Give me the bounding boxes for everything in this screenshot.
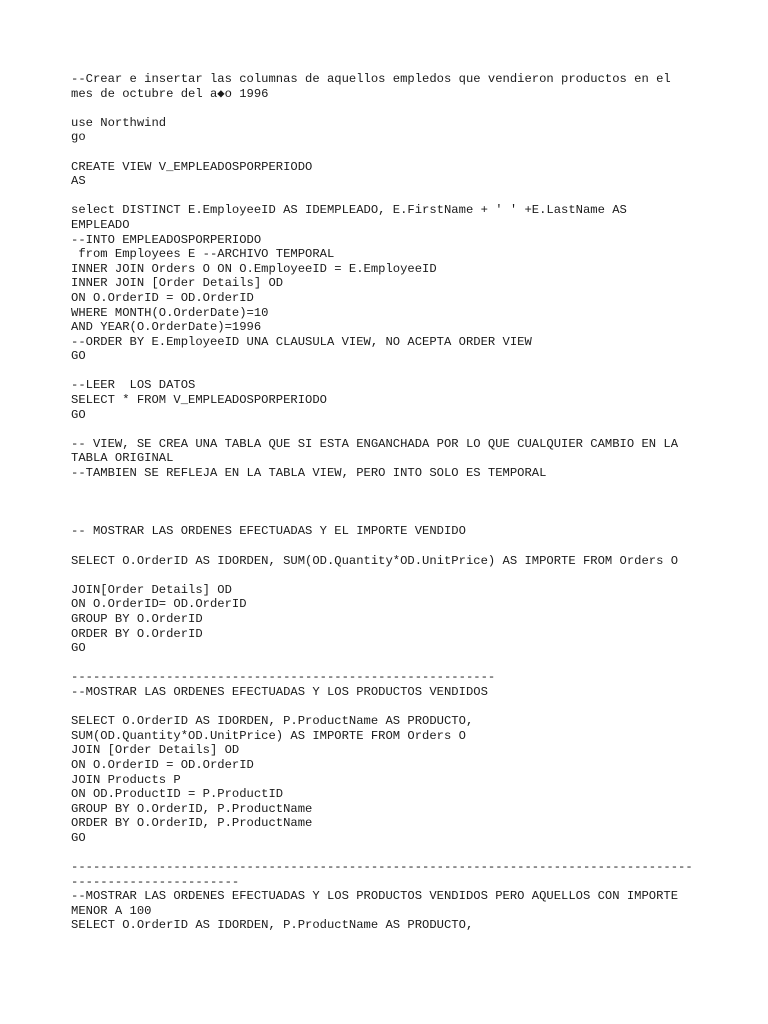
code-line bbox=[71, 656, 711, 671]
code-line: mes de octubre del a◆o 1996 bbox=[71, 86, 269, 101]
code-line: --INTO EMPLEADOSPORPERIODO bbox=[71, 232, 262, 247]
code-line: JOIN [Order Details] OD bbox=[71, 743, 240, 758]
code-line: SELECT O.OrderID AS IDORDEN, SUM(OD.Quantity*OD.UnitPrice) AS IMPORTE FROM Orders O bbox=[71, 553, 679, 568]
code-line bbox=[71, 189, 711, 204]
code-line: GO bbox=[71, 349, 86, 364]
code-line: SELECT * FROM V_EMPLEADOSPORPERIODO bbox=[71, 393, 327, 408]
code-line: AND YEAR(O.OrderDate)=1996 bbox=[71, 320, 262, 335]
code-line: GO bbox=[71, 830, 86, 845]
code-line: GROUP BY O.OrderID, P.ProductName bbox=[71, 801, 313, 816]
code-line: GO bbox=[71, 641, 86, 656]
code-line: SELECT O.OrderID AS IDORDEN, P.ProductName AS PRODUCTO, bbox=[71, 714, 474, 729]
code-line bbox=[71, 539, 711, 554]
code-line: SELECT O.OrderID AS IDORDEN, P.ProductName AS PRODUCTO, bbox=[71, 918, 474, 933]
code-line: WHERE MONTH(O.OrderDate)=10 bbox=[71, 305, 269, 320]
code-line: ------------------------------------------------------------------------------------- bbox=[71, 860, 693, 875]
code-line: JOIN Products P bbox=[71, 772, 181, 787]
code-line bbox=[71, 510, 711, 525]
code-line: --TAMBIEN SE REFLEJA EN LA TABLA VIEW, PERO INTO SOLO ES TEMPORAL bbox=[71, 466, 547, 481]
code-line: CREATE VIEW V_EMPLEADOSPORPERIODO bbox=[71, 159, 313, 174]
code-line: TABLA ORIGINAL bbox=[71, 451, 174, 466]
code-line: GROUP BY O.OrderID bbox=[71, 611, 203, 626]
code-line bbox=[71, 700, 711, 715]
code-line bbox=[71, 568, 711, 583]
code-line: ORDER BY O.OrderID, P.ProductName bbox=[71, 816, 313, 831]
code-line: -- VIEW, SE CREA UNA TABLA QUE SI ESTA ENGANCHADA POR LO QUE CUALQUIER CAMBIO EN LA bbox=[71, 436, 679, 451]
code-line: SUM(OD.Quantity*OD.UnitPrice) AS IMPORTE FROM Orders O bbox=[71, 728, 466, 743]
code-line: from Employees E --ARCHIVO TEMPORAL bbox=[71, 247, 335, 262]
code-line: ON OD.ProductID = P.ProductID bbox=[71, 787, 284, 802]
code-line bbox=[71, 845, 711, 860]
code-line: --LEER LOS DATOS bbox=[71, 378, 196, 393]
code-line: ON O.OrderID = OD.OrderID bbox=[71, 290, 254, 305]
sql-script-text bbox=[71, 72, 711, 933]
code-line: -- MOSTRAR LAS ORDENES EFECTUADAS Y EL IMPORTE VENDIDO bbox=[71, 524, 466, 539]
code-line: use Northwind bbox=[71, 115, 167, 130]
code-line: GO bbox=[71, 407, 86, 422]
code-line: --MOSTRAR LAS ORDENES EFECTUADAS Y LOS PRODUCTOS VENDIDOS bbox=[71, 684, 488, 699]
code-line: --Crear e insertar las columnas de aquellos empledos que vendieron productos en el bbox=[71, 72, 671, 86]
code-line bbox=[71, 364, 711, 379]
code-line: EMPLEADO bbox=[71, 217, 130, 232]
code-line: JOIN[Order Details] OD bbox=[71, 582, 232, 597]
code-line bbox=[71, 422, 711, 437]
code-line bbox=[71, 495, 711, 510]
code-line: go bbox=[71, 130, 86, 145]
code-line bbox=[71, 145, 711, 160]
code-line: --ORDER BY E.EmployeeID UNA CLAUSULA VIEW, NO ACEPTA ORDER VIEW bbox=[71, 334, 532, 349]
code-line bbox=[71, 481, 711, 496]
code-line: INNER JOIN Orders O ON O.EmployeeID = E.EmployeeID bbox=[71, 261, 437, 276]
code-line: AS bbox=[71, 174, 86, 189]
code-line: ORDER BY O.OrderID bbox=[71, 626, 203, 641]
code-line: MENOR A 100 bbox=[71, 903, 152, 918]
code-line bbox=[71, 101, 711, 116]
code-line: ON O.OrderID = OD.OrderID bbox=[71, 757, 254, 772]
code-line: ---------------------------------------------------------- bbox=[71, 670, 496, 685]
code-line: ON O.OrderID= OD.OrderID bbox=[71, 597, 247, 612]
code-line: --MOSTRAR LAS ORDENES EFECTUADAS Y LOS PRODUCTOS VENDIDOS PERO AQUELLOS CON IMPORTE bbox=[71, 889, 679, 904]
code-line: select DISTINCT E.EmployeeID AS IDEMPLEADO, E.FirstName + ' ' +E.LastName AS bbox=[71, 203, 627, 218]
code-line: ----------------------- bbox=[71, 874, 240, 889]
code-line: INNER JOIN [Order Details] OD bbox=[71, 276, 284, 291]
